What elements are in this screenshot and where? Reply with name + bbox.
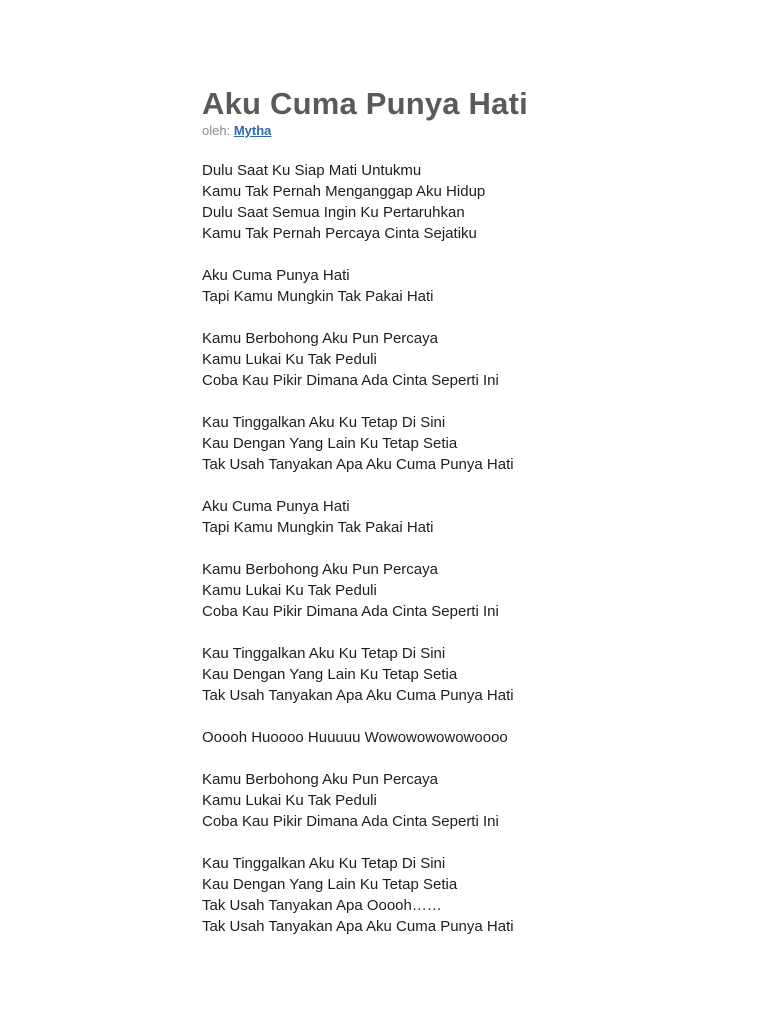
lyric-line: Kau Dengan Yang Lain Ku Tetap Setia bbox=[202, 435, 458, 452]
lyric-stanza bbox=[202, 328, 722, 391]
lyric-line: Kamu Lukai Ku Tak Peduli bbox=[202, 792, 377, 809]
byline-prefix: oleh: bbox=[202, 123, 231, 138]
lyric-line: Tak Usah Tanyakan Apa Aku Cuma Punya Hati bbox=[202, 918, 514, 935]
lyric-stanza bbox=[202, 853, 722, 937]
lyric-line: Kau Tinggalkan Aku Ku Tetap Di Sini bbox=[202, 414, 446, 431]
lyric-line: Kau Tinggalkan Aku Ku Tetap Di Sini bbox=[202, 645, 446, 662]
lyric-stanza bbox=[202, 265, 722, 307]
lyric-stanza bbox=[202, 643, 722, 706]
lyric-stanza bbox=[202, 727, 722, 748]
lyrics-page bbox=[202, 86, 722, 958]
lyric-line: Tak Usah Tanyakan Apa Aku Cuma Punya Hati bbox=[202, 687, 514, 704]
lyric-line: Kamu Berbohong Aku Pun Percaya bbox=[202, 561, 438, 578]
song-title: Aku Cuma Punya Hati bbox=[202, 86, 528, 121]
lyric-line: Coba Kau Pikir Dimana Ada Cinta Seperti Ini bbox=[202, 813, 499, 830]
lyric-line: Kau Tinggalkan Aku Ku Tetap Di Sini bbox=[202, 855, 446, 872]
lyric-stanza bbox=[202, 559, 722, 622]
lyric-stanza bbox=[202, 769, 722, 832]
lyric-line: Kamu Tak Pernah Menganggap Aku Hidup bbox=[202, 183, 486, 200]
lyric-line: Kau Dengan Yang Lain Ku Tetap Setia bbox=[202, 666, 458, 683]
lyric-stanza bbox=[202, 412, 722, 475]
lyric-stanza bbox=[202, 160, 722, 244]
lyric-line: Kamu Berbohong Aku Pun Percaya bbox=[202, 330, 438, 347]
lyric-line: Tapi Kamu Mungkin Tak Pakai Hati bbox=[202, 288, 434, 305]
lyric-stanza bbox=[202, 496, 722, 538]
lyric-line: Dulu Saat Semua Ingin Ku Pertaruhkan bbox=[202, 204, 465, 221]
byline bbox=[202, 123, 722, 139]
lyrics-body bbox=[202, 160, 722, 937]
lyric-line: Dulu Saat Ku Siap Mati Untukmu bbox=[202, 162, 422, 179]
lyric-line: Tak Usah Tanyakan Apa Aku Cuma Punya Hati bbox=[202, 456, 514, 473]
artist-link[interactable]: Mytha bbox=[233, 123, 272, 138]
lyric-line: Aku Cuma Punya Hati bbox=[202, 267, 350, 284]
lyric-line: Kau Dengan Yang Lain Ku Tetap Setia bbox=[202, 876, 458, 893]
lyric-line: Aku Cuma Punya Hati bbox=[202, 498, 350, 515]
lyric-line: Kamu Lukai Ku Tak Peduli bbox=[202, 582, 377, 599]
lyric-line: Coba Kau Pikir Dimana Ada Cinta Seperti Ini bbox=[202, 372, 499, 389]
lyric-line: Coba Kau Pikir Dimana Ada Cinta Seperti Ini bbox=[202, 603, 499, 620]
lyric-line: Ooooh Huoooo Huuuuu Wowowowowowoooo bbox=[202, 729, 508, 746]
lyric-line: Kamu Tak Pernah Percaya Cinta Sejatiku bbox=[202, 225, 477, 242]
lyric-line: Tak Usah Tanyakan Apa Ooooh…… bbox=[202, 897, 442, 914]
lyric-line: Kamu Lukai Ku Tak Peduli bbox=[202, 351, 377, 368]
lyric-line: Kamu Berbohong Aku Pun Percaya bbox=[202, 771, 438, 788]
lyric-line: Tapi Kamu Mungkin Tak Pakai Hati bbox=[202, 519, 434, 536]
